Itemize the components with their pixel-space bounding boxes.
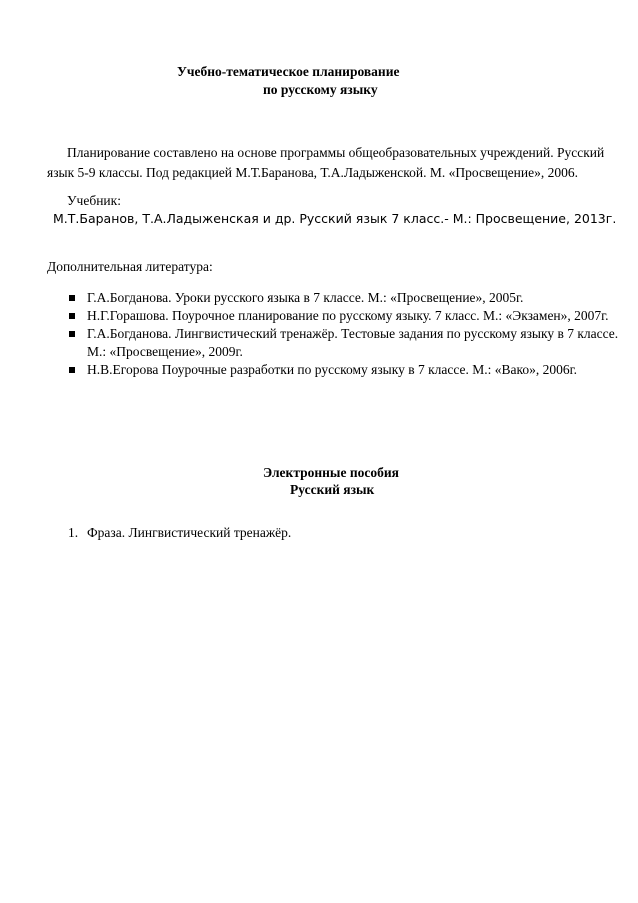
- intro-line-1: Планирование составлено на основе программы общеобразовательных учреждений. Русский: [67, 145, 605, 160]
- bullet-square-icon: [69, 295, 75, 301]
- title-line-1: Учебно-тематическое планирование: [177, 64, 400, 79]
- title-line-2: по русскому языку: [263, 82, 378, 97]
- literature-item-text: Г.А.Богданова. Лингвистический тренажёр. Тестовые задания по русскому языку в 7 классе.: [87, 326, 619, 341]
- electronic-item-text: Фраза. Лингвистический тренажёр.: [87, 525, 292, 540]
- literature-item-text-cont: М.: «Просвещение», 2009г.: [87, 344, 243, 359]
- literature-item-text: Н.В.Егорова Поурочные разработки по русскому языку в 7 классе. М.: «Вако», 2006г.: [87, 362, 578, 377]
- literature-heading: Дополнительная литература:: [47, 259, 213, 274]
- literature-item-text: Н.Г.Горашова. Поурочное планирование по русскому языку. 7 класс. М.: «Экзамен», 2007г.: [87, 308, 609, 323]
- electronic-heading: Электронные пособия: [263, 465, 399, 480]
- electronic-item-number: 1.: [68, 525, 79, 540]
- intro-line-2: язык 5-9 классы. Под редакцией М.Т.Баранова, Т.А.Ладыженской. М. «Просвещение», 2006.: [47, 165, 578, 180]
- textbook-value: М.Т.Баранов, Т.А.Ладыженская и др. Русский язык 7 класс.- М.: Просвещение, 2013г.: [53, 211, 617, 226]
- bullet-square-icon: [69, 313, 75, 319]
- textbook-label: Учебник:: [67, 193, 121, 208]
- bullet-square-icon: [69, 367, 75, 373]
- electronic-subheading: Русский язык: [290, 482, 375, 497]
- literature-item-text: Г.А.Богданова. Уроки русского языка в 7 классе. М.: «Просвещение», 2005г.: [87, 290, 524, 305]
- bullet-square-icon: [69, 331, 75, 337]
